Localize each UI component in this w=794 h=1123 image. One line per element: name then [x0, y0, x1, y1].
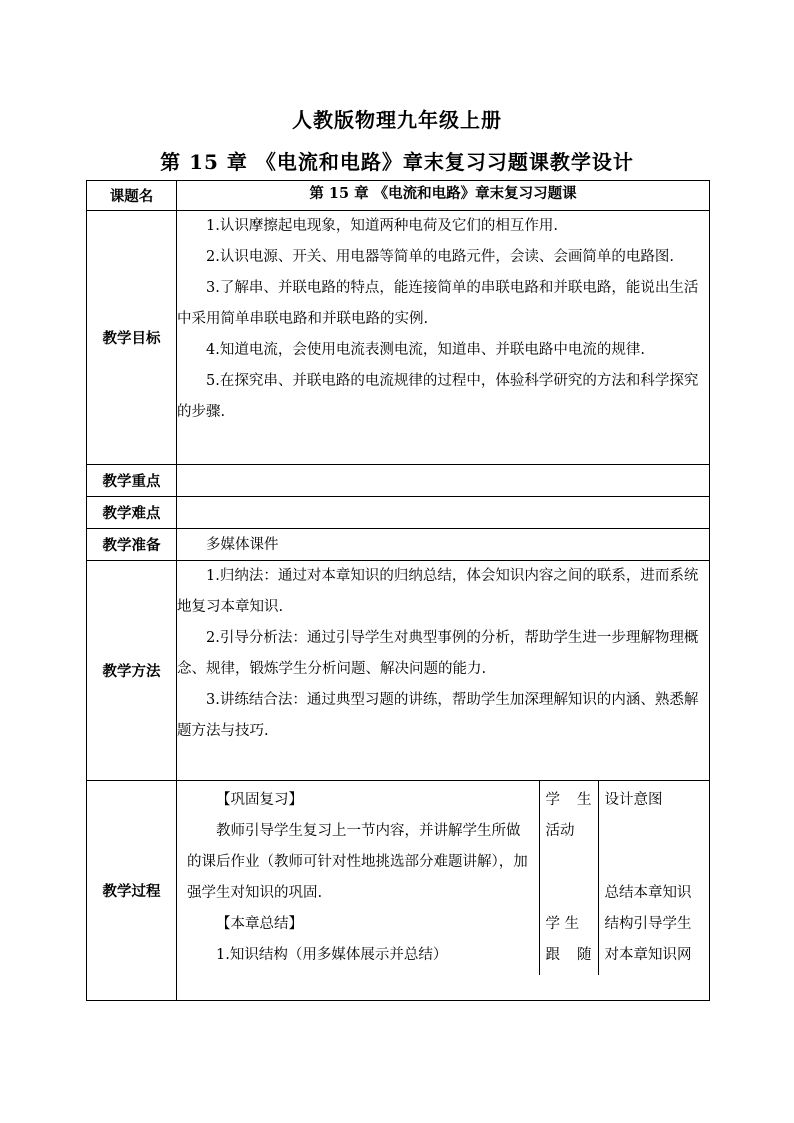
design-intent-heading: 设计意图: [604, 792, 663, 808]
label-difficult-points: 教学难点: [87, 497, 177, 529]
value-difficult-points: [177, 497, 710, 529]
row-key-points: [87, 465, 710, 497]
label-teaching-methods: 教学方法: [87, 561, 177, 781]
consolidate-text: 教师引导学生复习上一节内容，并讲解学生所做的课后作业（教师可针对性地挑选部分难题讲解），加强学生对知识的巩固.: [187, 823, 528, 901]
goal-item: 5.在探究串、并联电路的电流规律的过程中，体验科学研究的方法和科学探究的步骤.: [177, 373, 699, 420]
student-activity-text: 活动: [545, 823, 575, 839]
method-item: 1.归纳法：通过对本章知识的归纳总结，体会知识内容之间的联系，进而系统地复习本章知识.: [177, 568, 699, 615]
lesson-plan-table: [86, 180, 710, 1001]
student-activity-text: 学 生: [545, 792, 592, 808]
row-difficult-points: [87, 497, 710, 529]
value-teaching-methods: [177, 561, 710, 781]
design-intent-text: 结构引导学生: [604, 916, 692, 932]
label-teaching-process: 教学过程: [87, 781, 177, 1001]
value-teaching-goals: [177, 211, 710, 465]
student-follow-text: 跟 随: [545, 947, 592, 963]
student-activity-column: [539, 781, 598, 975]
value-preparation: 多媒体课件: [177, 529, 710, 561]
document-title: 人教版物理九年级上册: [292, 108, 502, 132]
method-item: 2.引导分析法：通过引导学生对典型事例的分析，帮助学生进一步理解物理概念、规律，锻炼学生分析问题、解决问题的能力.: [177, 630, 699, 677]
value-teaching-process: [177, 781, 710, 1001]
student-follow-text: 学 生: [545, 916, 580, 932]
goal-item: 2.认识电源、开关、用电器等简单的电路元件，会读、会画简单的电路图.: [206, 249, 674, 265]
consolidate-heading: 【巩固复习】: [216, 792, 303, 808]
row-teaching-goals: [87, 211, 710, 465]
design-intent-text: 对本章知识网: [604, 947, 692, 963]
design-intent-text: 总结本章知识: [604, 885, 692, 901]
label-course-title: 课题名: [87, 181, 177, 211]
row-teaching-process: [87, 781, 710, 1001]
summary-item: 1.知识结构（用多媒体展示并总结）: [216, 947, 448, 963]
label-preparation: 教学准备: [87, 529, 177, 561]
goal-item: 3.了解串、并联电路的特点，能连接简单的串联电路和并联电路，能说出生活中采用简单串联电路和并联电路的实例.: [177, 280, 699, 327]
row-preparation: [87, 529, 710, 561]
goal-item: 1.认识摩擦起电现象，知道两种电荷及它们的相互作用.: [206, 218, 558, 234]
goal-item: 4.知道电流，会使用电流表测电流，知道串、并联电路中电流的规律.: [206, 342, 645, 358]
row-teaching-methods: [87, 561, 710, 781]
process-inner-table: [177, 781, 710, 975]
method-item: 3.讲练结合法：通过典型习题的讲练，帮助学生加深理解知识的内涵、熟悉解题方法与技巧.: [177, 692, 699, 739]
row-course-title: [87, 181, 710, 211]
process-content: [177, 781, 539, 975]
summary-heading: 【本章总结】: [216, 916, 303, 932]
label-key-points: 教学重点: [87, 465, 177, 497]
value-course-title: 第 15 章 《电流和电路》章末复习习题课: [177, 181, 710, 211]
document-subtitle: 第 15 章 《电流和电路》章末复习习题课教学设计: [160, 150, 634, 174]
design-intent-column: [598, 781, 710, 975]
label-teaching-goals: 教学目标: [87, 211, 177, 465]
value-key-points: [177, 465, 710, 497]
